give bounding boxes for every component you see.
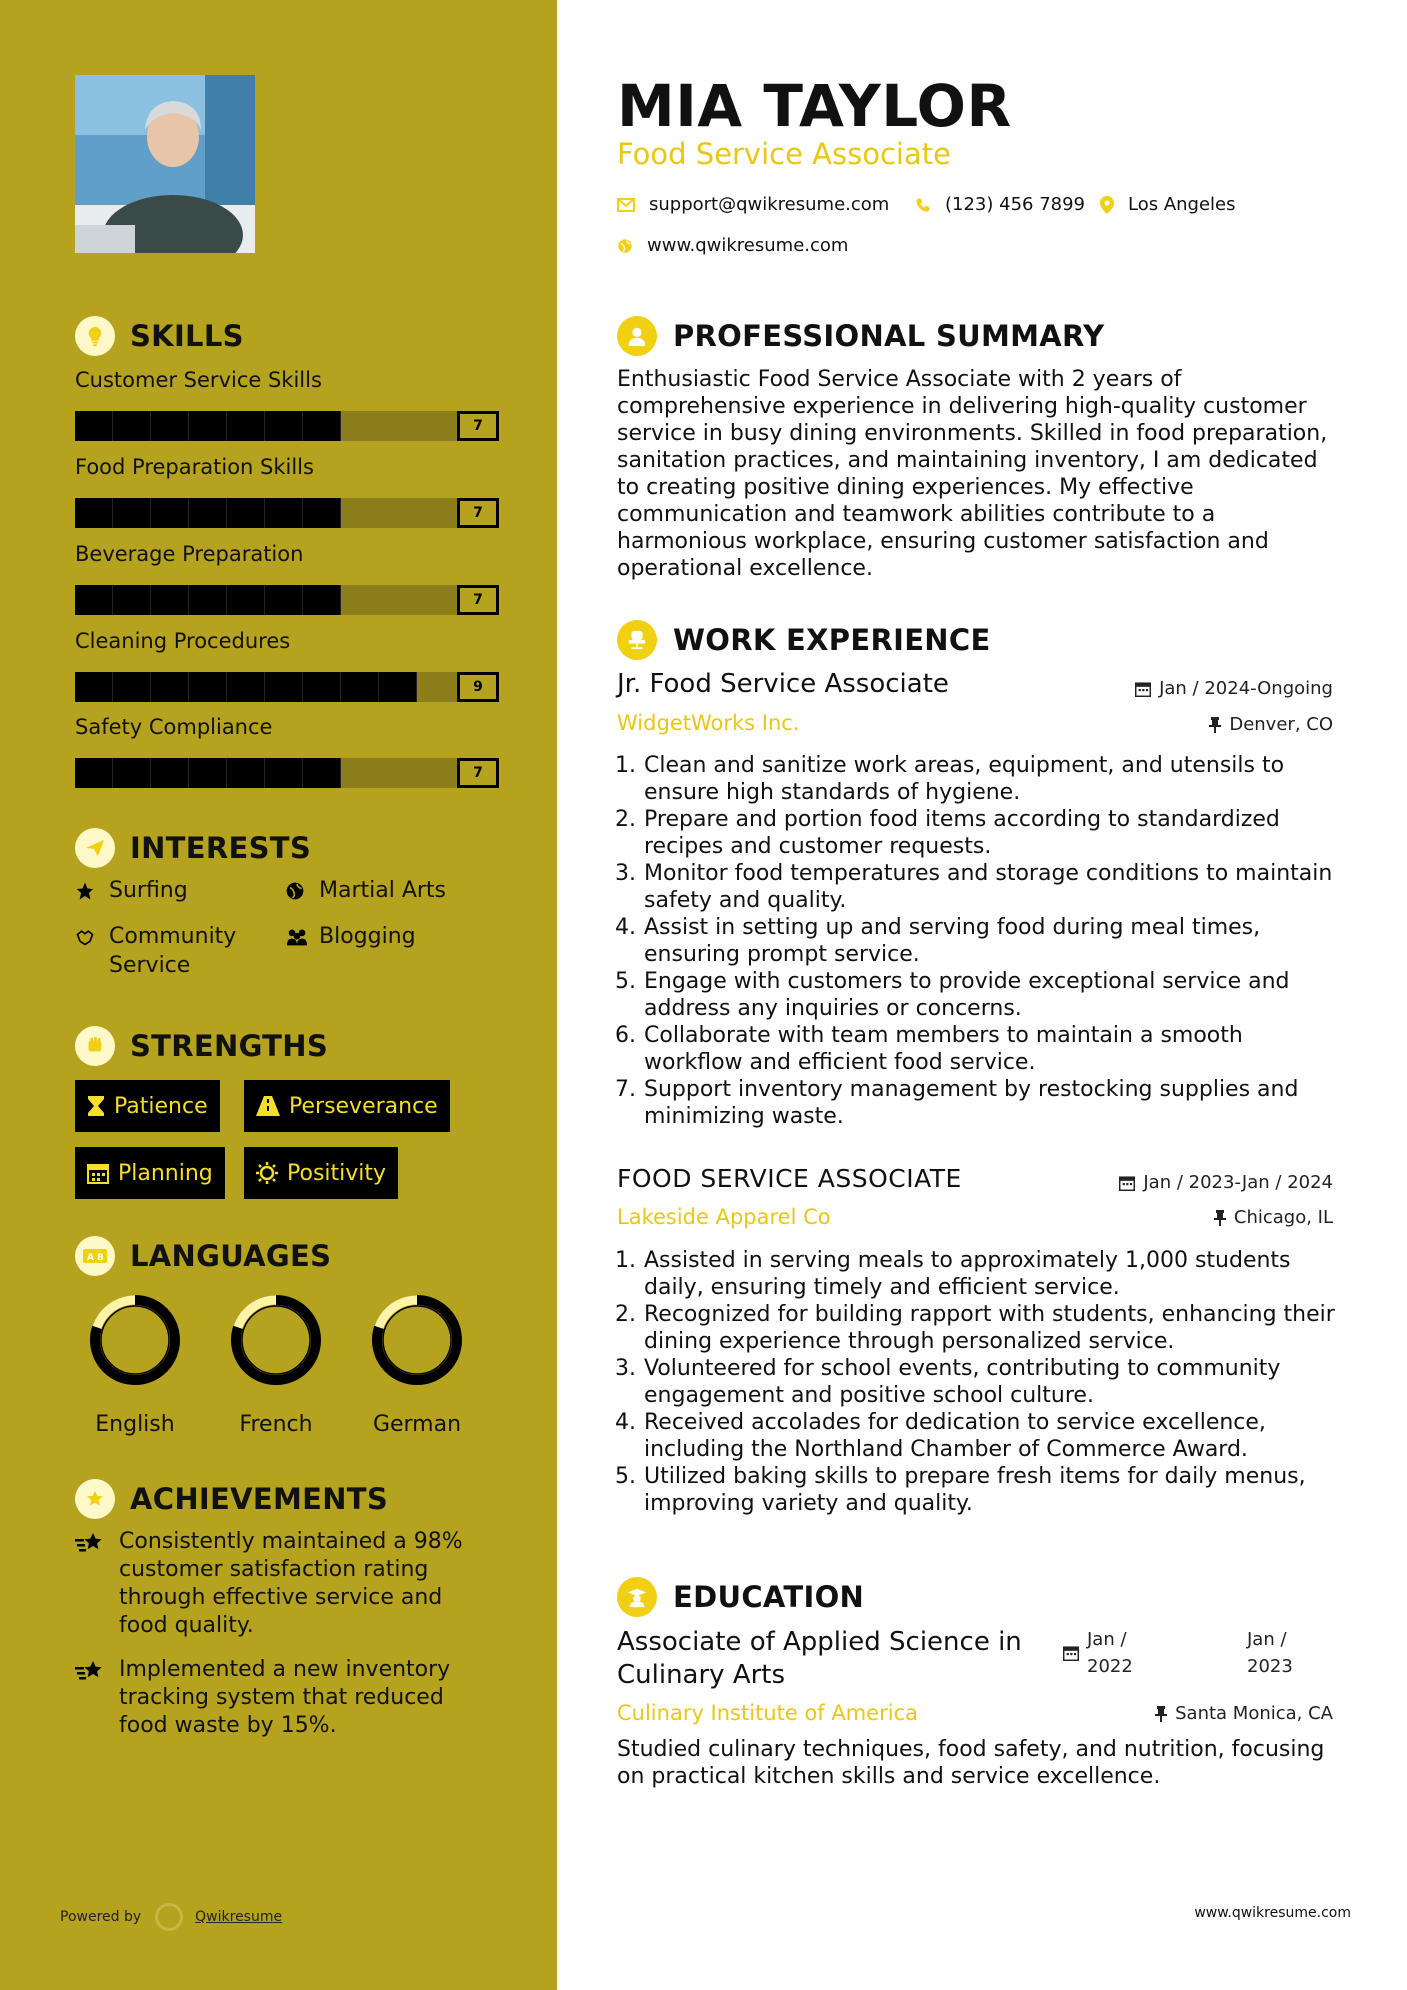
- skills-title: SKILLS: [130, 319, 244, 353]
- contact-phone[interactable]: (123) 456 7899: [915, 194, 1085, 215]
- contact-website[interactable]: www.qwikresume.com: [617, 235, 848, 256]
- pin-icon: [1209, 717, 1221, 733]
- phone-icon: [915, 197, 931, 213]
- duty-item: 3. Volunteered for school events, contributing to community engagement and positive school culture.: [615, 1356, 1281, 1408]
- experience-title: WORK EXPERIENCE: [673, 623, 991, 657]
- skill-bar: [75, 498, 499, 528]
- language-level-ring: [357, 1290, 477, 1390]
- education-location: Santa Monica, CA: [1155, 1703, 1333, 1724]
- duty-item: 2. Recognized for building rapport with students, enhancing their dining experience through personalized service.: [615, 1302, 1335, 1354]
- duty-item: 3. Monitor food temperatures and storage conditions to maintain safety and quality.: [615, 861, 1333, 913]
- skill-bar-fill: [75, 758, 341, 788]
- svg-text:A: A: [87, 1253, 94, 1263]
- skill-level: 9: [457, 672, 499, 702]
- interest-item: Martial Arts: [285, 876, 446, 905]
- powered-by: Powered by Qwikresume: [60, 1903, 282, 1931]
- skill-bar: [75, 758, 499, 788]
- skill-item: [75, 540, 499, 615]
- award-icon: [75, 1479, 115, 1519]
- skill-name: Cleaning Procedures: [75, 629, 291, 653]
- pin-icon: [1214, 1210, 1226, 1226]
- shooting-star-icon: [75, 1531, 109, 1563]
- skill-name: Safety Compliance: [75, 715, 273, 739]
- hourglass-icon: [87, 1095, 105, 1117]
- languages-heading: [75, 1234, 331, 1278]
- candidate-role: Food Service Associate: [617, 137, 951, 171]
- language-icon: [75, 1236, 115, 1276]
- job-duties-list: [610, 752, 1340, 1130]
- achievements-title: ACHIEVEMENTS: [130, 1482, 389, 1516]
- footer-website-link[interactable]: www.qwikresume.com: [1194, 1905, 1351, 1921]
- lightbulb-icon: [75, 316, 115, 356]
- skill-bar-fill: [75, 672, 417, 702]
- duty-item: 6. Collaborate with team members to maintain a smooth workflow and efficient food service.: [615, 1023, 1243, 1075]
- star-icon: [75, 876, 101, 905]
- language-name: German: [372, 1412, 462, 1437]
- globe-icon: [285, 876, 311, 905]
- summary-title: PROFESSIONAL SUMMARY: [673, 319, 1105, 353]
- skill-bar-fill: [75, 498, 341, 528]
- language-name: English: [95, 1412, 175, 1437]
- paper-plane-icon: [75, 828, 115, 868]
- job-title: Jr. Food Service Associate: [617, 669, 949, 699]
- strengths-heading: [75, 1024, 328, 1068]
- language-item: [75, 1290, 195, 1437]
- education-start-date: Jan / 2022: [1063, 1626, 1147, 1680]
- education-end-date: Jan / 2023: [1247, 1629, 1293, 1677]
- skill-item: [75, 713, 499, 788]
- school-name: Culinary Institute of America: [617, 1701, 918, 1725]
- summary-heading: [617, 314, 1104, 358]
- strengths-title: STRENGTHS: [130, 1029, 329, 1063]
- pin-icon: [1155, 1706, 1167, 1722]
- calendar-icon: [1135, 681, 1151, 697]
- graduate-icon: [617, 1577, 657, 1617]
- language-item: [216, 1290, 336, 1437]
- handshake-icon: [75, 922, 101, 951]
- language-level-ring: [216, 1290, 336, 1390]
- profile-photo: [75, 75, 255, 253]
- job-dates: Jan / 2023-Jan / 2024: [1119, 1172, 1333, 1193]
- duty-item: 7. Support inventory management by restocking supplies and minimizing waste.: [615, 1077, 1299, 1129]
- skill-bar: [75, 585, 499, 615]
- qwikresume-logo-icon: [155, 1903, 183, 1931]
- education-title: EDUCATION: [673, 1580, 865, 1614]
- user-icon: [617, 316, 657, 356]
- achievement-item: Implemented a new inventory tracking system that reduced food waste by 15%.: [75, 1656, 495, 1740]
- duty-item: 4. Received accolades for dedication to service excellence, including the Northland Chamber of Commerce Award.: [615, 1410, 1266, 1462]
- skill-name: Beverage Preparation: [75, 542, 304, 566]
- skill-level: 7: [457, 758, 499, 788]
- road-icon: [256, 1096, 280, 1116]
- interest-item: Community Service: [75, 922, 265, 980]
- skill-level: 7: [457, 411, 499, 441]
- skills-heading: [75, 314, 244, 358]
- candidate-name: MIA TAYLOR: [617, 72, 1012, 140]
- job-duties-list: [610, 1247, 1340, 1517]
- strength-badge: Planning: [75, 1147, 225, 1199]
- strength-badge: Perseverance: [244, 1080, 450, 1132]
- language-name: French: [239, 1412, 313, 1437]
- envelope-icon: [617, 198, 635, 212]
- contact-email[interactable]: support@qwikresume.com: [617, 194, 889, 215]
- company-name: WidgetWorks Inc.: [617, 711, 800, 735]
- sun-icon: [256, 1162, 278, 1184]
- job-title: FOOD SERVICE ASSOCIATE: [617, 1164, 962, 1193]
- interests-title: INTERESTS: [130, 831, 312, 865]
- skill-bar: [75, 411, 499, 441]
- shooting-star-icon: [75, 1659, 109, 1691]
- skill-bar: [75, 672, 499, 702]
- job-location: Denver, CO: [1209, 714, 1333, 735]
- skill-bar-fill: [75, 585, 341, 615]
- duty-item: 4. Assist in setting up and serving food during meal times, ensuring prompt service.: [615, 915, 1261, 967]
- skill-item: [75, 366, 499, 441]
- achievement-item: Consistently maintained a 98% customer satisfaction rating through effective service and food quality.: [75, 1528, 495, 1640]
- company-name: Lakeside Apparel Co: [617, 1205, 831, 1229]
- duty-item: 2. Prepare and portion food items according to standardized recipes and customer requests.: [615, 807, 1280, 859]
- interest-item: Surfing: [75, 876, 188, 905]
- duty-item: 1. Assisted in serving meals to approximately 1,000 students daily, ensuring timely and efficient service.: [615, 1248, 1291, 1300]
- strength-badge: Patience: [75, 1080, 220, 1132]
- calendar-icon: [1119, 1175, 1135, 1191]
- skill-level: 7: [457, 585, 499, 615]
- duty-item: 5. Utilized baking skills to prepare fresh items for daily menus, improving variety and quality.: [615, 1464, 1306, 1516]
- skill-name: Food Preparation Skills: [75, 455, 314, 479]
- duty-item: 5. Engage with customers to provide exceptional service and address any inquiries or concerns.: [615, 969, 1290, 1021]
- skill-item: [75, 627, 499, 702]
- languages-title: LANGUAGES: [130, 1239, 332, 1273]
- fist-icon: [75, 1026, 115, 1066]
- skill-name: Customer Service Skills: [75, 368, 322, 392]
- qwikresume-link[interactable]: Qwikresume: [195, 1909, 283, 1925]
- skill-level: 7: [457, 498, 499, 528]
- job-location: Chicago, IL: [1214, 1207, 1333, 1228]
- degree-title: Associate of Applied Science in Culinary Arts: [617, 1627, 1022, 1690]
- map-pin-icon: [1100, 196, 1114, 214]
- job-dates: Jan / 2024-Ongoing: [1135, 678, 1333, 699]
- duty-item: 1. Clean and sanitize work areas, equipment, and utensils to ensure high standards of hygiene.: [615, 753, 1285, 805]
- strength-badge: Positivity: [244, 1147, 398, 1199]
- education-heading: [617, 1575, 864, 1619]
- language-item: [357, 1290, 477, 1437]
- interests-heading: [75, 826, 311, 870]
- sidebar: [0, 0, 557, 1990]
- calendar-icon: [1063, 1645, 1079, 1661]
- interest-item: Blogging: [285, 922, 416, 951]
- chair-icon: [617, 620, 657, 660]
- experience-heading: [617, 618, 991, 662]
- achievements-heading: [75, 1477, 388, 1521]
- skill-item: [75, 453, 499, 528]
- education-description: Studied culinary techniques, food safety, and nutrition, focusing on practical kitchen skills and service excellence.: [617, 1737, 1325, 1789]
- svg-text:B: B: [97, 1253, 104, 1263]
- summary-text: Enthusiastic Food Service Associate with 2 years of comprehensive experience in delivering high-quality customer service in busy dining environments. Skilled in food preparation, sanitation practices, and maintaining inventory, I am dedicated to creating positive dining experiences. My effective communication and teamwork abilities contribute to a harmonious workplace, ensuring customer satisfaction and operational excellence.: [617, 367, 1328, 581]
- calendar-icon: [87, 1162, 109, 1184]
- users-icon: [285, 922, 311, 951]
- contact-location: Los Angeles: [1100, 194, 1236, 215]
- skill-bar-fill: [75, 411, 341, 441]
- globe-icon: [617, 238, 633, 254]
- language-level-ring: [75, 1290, 195, 1390]
